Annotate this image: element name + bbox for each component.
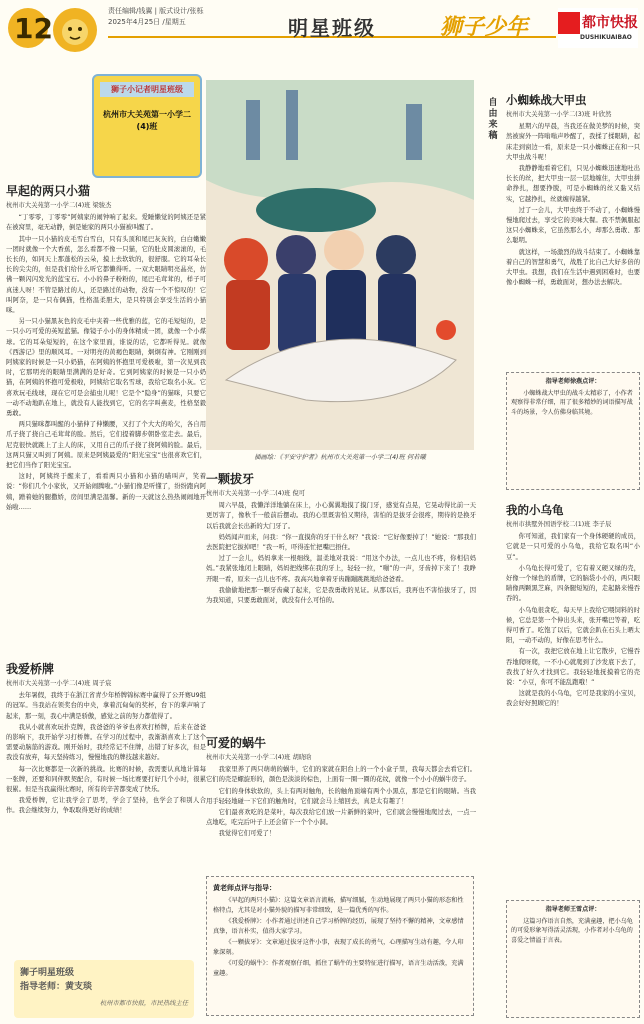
paper-logo <box>558 8 638 48</box>
comment-text: 小蜘蛛战大甲虫的战斗太精彩了，小作者观察得非常仔细，用了很多精妙的词语描写战斗的场景，令人仿佛身临其境。 <box>511 389 633 416</box>
paragraph: 我觉得它们可爱了！ <box>218 830 276 838</box>
paragraph: “丁零零，丁零零”阿姨家的闹钟响了起来。爱睡懒觉的阿姨还是紧在被窝里，毫无动静，倒是她家的两只小猫被叫醒了。 <box>6 214 206 232</box>
paragraph: 有一次，我把它放在地上让它散步，它慢吞吞地爬呀爬，一不小心就爬到了沙发底下去了，我找了好久才找到它。我轻轻地抚摸着它的壳说：“小豆，你可不能乱跑哦！” <box>506 648 640 687</box>
paragraph: 小乌龟长得可爱了，它有着又硬又绿的壳，好像一个绿色的盾牌，它的脑袋小小的，两只眼睛像两颗黑芝麻，四条腿短短的，走起路来慢吞吞的。 <box>506 564 640 603</box>
article-turtle <box>506 502 640 892</box>
comment-heading: 指导老师徐燕点评： <box>545 378 601 385</box>
article-title: 早起的两只小猫 <box>6 184 91 198</box>
article-body <box>506 122 640 288</box>
article-tooth <box>206 470 476 670</box>
paragraph: 两只猫咪都叫醒的小猫伸了伸懒腰，又打了个大大的哈欠，各自用爪子挠了挠自己毛茸茸的脸。然后，它们提着脚步朝卧室走去。最后，尼克很快就跳上了主人的床，又用自己的爪子挠了挠阿姨的脸。最后，这两只猫又叫到了阿姨。原来是阿姨最爱的“阳光宝宝”也很喜欢它们，把它们当作了阳光宝宝。 <box>6 421 206 470</box>
article-title: 我爱桥牌 <box>6 662 55 676</box>
article-title: 一颗拔牙 <box>206 472 255 486</box>
date-line: 2025年4月25日 /星期五 <box>108 18 186 26</box>
paragraph: 我偷偷地把那一颗牙齿藏了起来，它是我勇敢的见证。从那以后，我再也不害怕拔牙了，因为我知道，只要勇敢面对，就没有什么可怕的。 <box>206 586 476 605</box>
paragraph: 我从小就喜欢玩扑克牌，我爸爸的爷爷也喜欢打桥牌，后来在爸爸的影响下，我开始学习打桥牌。在学习的过程中，我渐渐喜欢上了这个需要动脑筋的游戏。刚开始时，我经常记不住牌，出错了好多次，但是我没有放弃，每天坚持练习，慢慢地我的牌技越来越好。 <box>6 723 206 762</box>
paragraph: 它们最喜欢吃的是菜叶，每次我给它们放一片新鲜的菜叶，它们就会慢慢地爬过去，一点一点地吃，吃完后叶子上还会留下一个个小洞。 <box>206 809 476 827</box>
byline-kicker: 狮子小记者明星班级 <box>100 82 194 97</box>
paragraph: 星期六的早晨，当我还在做美梦的时候，突然被窗外一阵嗡嗡声吵醒了，我揉了揉眼睛，起床走到窗边一看，原来是一只小蜘蛛正在和一只大甲虫战斗呢！ <box>506 123 640 161</box>
article-author: 杭州市拱墅外国语学校二(1)班 李子辰 <box>506 521 612 528</box>
class-byline-box <box>92 74 202 178</box>
article-body <box>506 532 640 709</box>
teacher-comment: 《可爱的蜗牛》：作者观察仔细，抓住了蜗牛的主要特征进行描写，语言生动活泼，充满童趣。 <box>213 960 464 977</box>
byline-school: 杭州市大关苑第一小学二(4)班 <box>103 110 191 131</box>
paragraph: 周六早晨，我懒洋洋地躺在床上，小心翼翼地摸了摸门牙，感觉有点晃，它晃动得比前一天更厉害了，像秋千一般前后摆动。我的心里既害怕又期待，害怕的是拔牙会很疼，期待的是换牙以后我就会长出新的大门牙了。 <box>206 502 476 530</box>
illustration <box>206 80 474 450</box>
paragraph: 我静静地看着它们，只见小蜘蛛迅速地吐出长长的丝，把大甲虫一层一层地缠住，大甲虫拼命挣扎，想要挣脱，可是小蜘蛛的丝又黏又结实，它越挣扎，丝就缠得越紧。 <box>506 165 640 203</box>
article-author: 杭州市大关苑第一小学二(4)班 胡晓晗 <box>206 754 312 761</box>
article-cat <box>6 182 206 652</box>
paragraph: 你可知道，我们家有一个身体硬硬的成员，它就是一只可爱的小乌龟，我给它取名叫“小豆”。 <box>506 533 640 561</box>
paragraph: 去年暑假，我终于在浙江省青少年桥牌锦标赛中赢得了公开赛U9组的冠军。当我站在领奖台的中央，拿着沉甸甸的奖杯，台下的掌声响了起来，那一刻，我心中满是骄傲，感觉之前的努力都值得了。 <box>6 692 206 720</box>
paragraph: 它们的身体软软的，头上有两对触角，长的触角顶端有两个小黑点，那是它们的眼睛。当我用手轻轻地碰一下它们的触角时，它们就会马上缩回去，真是太有趣了！ <box>206 787 476 805</box>
article-title: 小蜘蛛战大甲虫 <box>506 93 587 107</box>
article-author: 杭州市大关苑第一小学二(3)班 叶欣然 <box>506 111 612 118</box>
paragraph: 另一只小猫黑灰色的皮毛中夹着一些优雅的蓝，它的毛短短的，是一只小巧可爱的英短蓝猫。像镜子小小的身体精成一团，就像一个小煤球。它的耳朵短短的，在这个家里面，谁说的话，它都听得见。就像《西游记》里的顺风耳。一对明亮的黄褐色眼睛，炯炯有神。它刚刚到阿姨家的时候是一只小奶猫，在阿姨的怀抱里可爱极啦，第一次见到我时，它那明亮的眼睛里满满的是好奇。它到阿姨家的时候是一只小奶猫，在阿姨的怀抱可爱极啦，阿姨给它取名雪球，我给它取名小灰。它喜欢玩毛线球，现在它可是会捕虫儿呢！它是个“隐身”的猫咪，只要它一动不动地趴在地上，就没有人能找到它，它的名字叫燕麦，性格坚毅勇敢。 <box>6 318 206 418</box>
teacher-comment-box <box>206 876 474 1016</box>
paragraph: 这时，阿姨终于醒来了，看看两只小猫和小猫的喵叫声，笑着说：“你们几个小家伙，又开始闹腾啦。”小猫们像是听懂了，纷纷跑向阿姨，蹭着她的腿撒娇，房间里满是温馨。新的一天就这么热热闹闹地开始啦…… <box>6 473 206 511</box>
paragraph: 过了一会儿，妈妈拿来一根细线，温柔地对我说：“用这个办法，一点儿也不疼，你相信妈妈。”我紧张地闭上眼睛，妈妈把线绑在我的牙上，轻轻一拉，“嘣”的一声，牙齿掉下来了！我睁开眼一看，原来一点儿也不疼。我高兴地拿着牙齿蹦蹦跳跳地给爸爸看。 <box>206 555 476 583</box>
article-author: 杭州市大关苑第一小学二(4)班 周子宸 <box>6 680 112 687</box>
footer-title: 狮子明星班级 <box>20 968 75 978</box>
brand-title: 狮子少年 <box>440 14 529 40</box>
issue-meta <box>108 6 204 28</box>
paragraph: 我家里养了两只萌萌的蜗牛，它们的家就在阳台上的一个小盒子里，我每天都会去看它们。它们的壳是螺旋形的，颜色是淡淡的棕色，上面有一圈一圈的花纹，就像一个小小的蜗牛房子。 <box>206 766 476 784</box>
lion-mascot-icon <box>46 2 104 56</box>
footer-note: 杭州市都市快报，市民热线主任 <box>99 1000 188 1007</box>
article-author: 杭州市大关苑第一小学二(4)班 梁骏杰 <box>6 202 112 209</box>
footer-teacher: 指导老师：黄支琰 <box>20 982 93 992</box>
article-title: 可爱的蜗牛 <box>206 736 267 750</box>
article-body <box>6 691 206 816</box>
paragraph: 这就是我的小乌龟，它可是我家的小宝贝，我会好好照顾它的！ <box>506 690 640 708</box>
paper-name: 都市快报 <box>582 15 638 31</box>
comment-text: 这篇习作语言自然，充满童趣，把小乌龟的可爱形象写得活灵活现，小作者对小乌龟的喜爱之情溢于言表。 <box>511 917 633 944</box>
comment-heading: 指导老师王雪点评： <box>545 906 601 913</box>
article-snail <box>206 734 476 870</box>
article-body <box>206 501 476 606</box>
page-header <box>0 0 644 56</box>
paragraph: 妈妈闻声而来，问我：“你一直摸你的牙干什么呀？”我说：“它好像要掉了！”她说：“那我们去医院把它拔掉吧！”我一听，吓得连忙把嘴巴捂住。 <box>206 533 476 552</box>
article-body <box>6 213 206 513</box>
paragraph: 每一次比赛都是一次新的挑战。比赛的时候，我需要认真地计算每一张牌，还要和同伴默契配合，有时候一场比赛要打好几个小时，很累很累。但是当我赢得比赛时，所有的辛苦都变成了快乐。 <box>6 765 206 794</box>
footer-box <box>14 960 194 1018</box>
turtle-comment-box <box>506 900 640 1018</box>
teacher-comment: 《一颗拔牙》：文章通过拔牙这件小事，表现了成长的勇气，心理描写生动有趣，令人印象深刻。 <box>213 939 464 956</box>
illustration-artwork <box>206 80 474 450</box>
article-title: 我的小乌龟 <box>506 503 564 517</box>
spider-comment-box <box>506 372 640 490</box>
article-author: 杭州市大关苑第一小学二(4)班 倪可 <box>206 490 306 497</box>
teacher-comment: 《早起的两只小猫》：这篇文章语言流畅，描写细腻，生动地展现了两只小猫的形态和性格特点，尤其是对小猫外貌的描写非常细致，是一篇优秀的写作。 <box>213 897 464 914</box>
paragraph: 小乌龟很贪吃，每天早上我给它喂饲料的时候，它总是第一个伸出头来，张开嘴巴等着，吃得可香了。吃饱了以后，它就会趴在石头上晒太阳，一动不动的，好像在思考什么。 <box>506 606 640 645</box>
page-number: 12 <box>14 12 53 45</box>
teacher-comment: 《我爱桥牌》：小作者通过讲述自己学习桥牌的经历，展现了坚持不懈的精神，文章感情真挚，语言朴实，值得大家学习。 <box>213 918 464 935</box>
article-body <box>206 765 476 839</box>
paragraph: 就这样，一场激烈的战斗结束了。小蜘蛛靠着自己的智慧和勇气，战胜了比自己大好多倍的大甲虫。我想，我们在生活中遇到困难时，也要像小蜘蛛一样，勇敢面对，想办法去解决。 <box>506 248 640 287</box>
side-label: 自由来稿 <box>488 98 498 141</box>
article-bridge <box>6 660 206 952</box>
paragraph: 我爱桥牌，它让我学会了思考，学会了坚持，也学会了和别人合作。我会继续努力，争取取得更好的成绩！ <box>6 797 206 815</box>
section-title: 明星班级 <box>288 16 376 40</box>
paragraph: 过了一会儿，大甲虫终于不动了，小蜘蛛慢慢地爬过去，享受它的美味大餐。我不禁佩服起这只小蜘蛛来，它虽然那么小，却那么勇敢、那么聪明。 <box>506 206 640 245</box>
article-spider <box>506 92 640 360</box>
illustration-caption: 插画绘：《平安守护者》杭州市大关苑第一小学二(4)班 何若曦 <box>254 454 426 461</box>
paragraph: 其中一只小猫的皮毛雪白雪白，只有头顶和尾巴灰灰的，白白嫩嫩一团时就像一个大香蕉，怎么看都不像一只猫，它的肚皮圆滚滚的，毛长长的，如同天上那蓬松的云朵，摸上去软软的，很舒服。它的耳朵长长的尖尖的，但是我们给什么听它都懒得听。一双大眼睛明亮晶亮，仿佛一颗闪闪发光的蓝宝石。小小的鼻子粉粉的，尾巴毛茸茸的，样子可真迷人呀！不管是路过的人，还是路过的动物，没有一个不惊叹的！它叫阿奈，是一只布偶猫，性格温柔胆大，是只特别会享受生活的小猫咪。 <box>6 235 206 315</box>
editor-line: 责任编辑/钱翼 | 版式设计/张栎 <box>108 7 204 15</box>
teacher-comment-heading: 黄老师点评与指导： <box>213 884 276 892</box>
paper-name-en: DUSHIKUAIBAO <box>580 34 632 41</box>
paper-logo-mark-icon <box>558 12 580 34</box>
